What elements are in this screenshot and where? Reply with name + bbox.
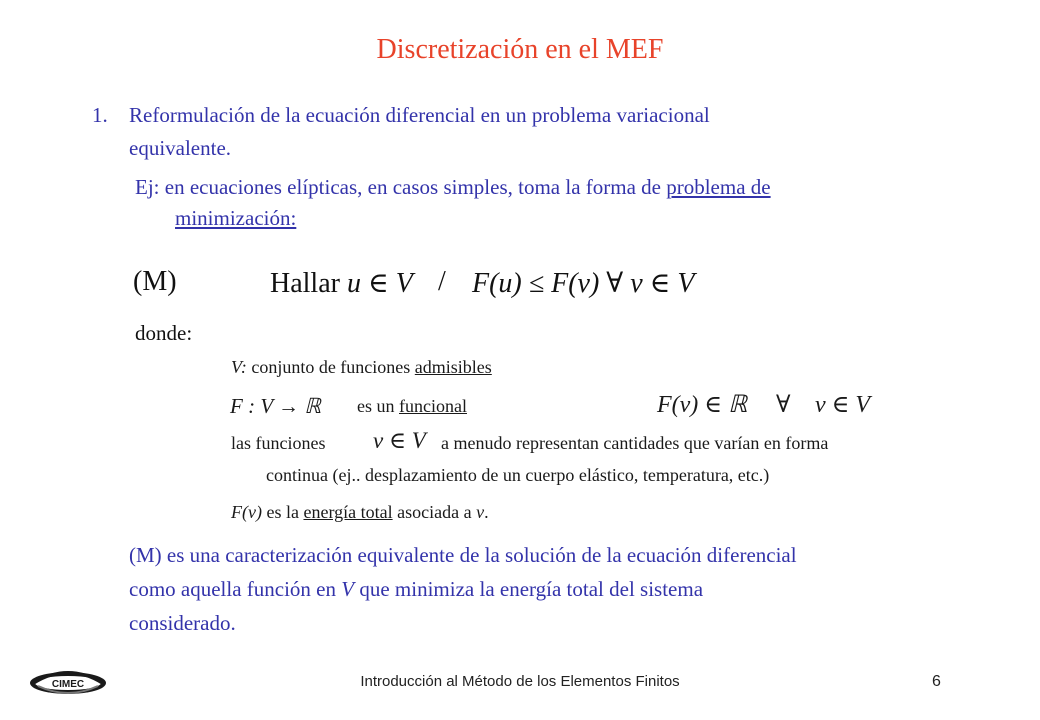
def-func-text2: continua (ej.. desplazamiento de un cuerpo elástico, temperatura, etc.): [266, 465, 770, 485]
def-energy: [231, 502, 489, 523]
def-energy-underlined: energía total: [303, 502, 393, 522]
def-v-underlined: admisibles: [414, 357, 492, 377]
conclusion-line1: (M) es una caracterización equivalente de la solución de la ecuación diferencial: [129, 543, 797, 567]
def-energy-text1: es la: [261, 502, 304, 522]
formula-u-in-v: u ∈ V: [346, 268, 413, 299]
formula-hallar-word: Hallar: [270, 268, 340, 299]
def-f-v-in-v-text: v ∈ V: [815, 392, 871, 418]
ej-line1: [135, 175, 771, 200]
formula-label: (M): [133, 266, 177, 297]
def-f-formula: [230, 394, 321, 419]
def-f-underlined: funcional: [399, 396, 467, 416]
def-f-right-formula-text: F(v) ∈ ℝ: [657, 392, 748, 418]
conclusion-line2-v: V: [341, 577, 355, 601]
item1-line1: Reformulación de la ecuación diferencial en un problema variacional: [129, 103, 710, 127]
formula-slash: /: [438, 266, 446, 297]
footer-page-number: 6: [932, 673, 941, 690]
conclusion-line3: considerado.: [129, 611, 236, 635]
def-energy-period: .: [484, 502, 489, 522]
footer-course-title: Introducción al Método de los Elementos Finitos: [360, 673, 680, 690]
ej-underlined-1: problema de: [666, 175, 771, 199]
def-v: [231, 357, 492, 378]
ej-line2: minimización:: [175, 206, 297, 230]
def-v-symbol: V:: [231, 357, 247, 377]
cimec-logo-text: CIMEC: [51, 679, 85, 690]
def-energy-symbol: F(v): [231, 502, 262, 522]
item1-line2: equivalente.: [129, 136, 232, 160]
def-f-right-formula: [657, 390, 747, 419]
def-f: [357, 396, 467, 417]
ej-prefix: Ej: en ecuaciones elípticas, en casos simples, toma la forma de: [135, 175, 667, 199]
conclusion-line2: [129, 577, 703, 602]
def-func-v-in-v-text: v ∈ V: [373, 428, 426, 453]
conclusion-line2-b: que minimiza la energía total del sistema: [354, 577, 704, 601]
def-f-forall: ∀: [776, 392, 791, 418]
def-func-text1: a menudo representan cantidades que varían en forma: [441, 433, 829, 453]
def-f-text: es un: [357, 396, 399, 416]
def-f-formula-text: F : V → ℝ: [230, 394, 321, 418]
def-func-prefix: las funciones: [231, 433, 326, 453]
formula-condition: [472, 266, 694, 300]
formula-condition-text: F(u) ≤ F(v) ∀ v ∈ V: [472, 268, 695, 299]
def-func-v-in-v: [373, 428, 426, 454]
donde-label: donde:: [135, 321, 193, 345]
slide-title: Discretización en el MEF: [376, 34, 664, 65]
def-f-v-in-v: [815, 390, 870, 419]
conclusion-line2-a: como aquella función en: [129, 577, 342, 601]
def-energy-v: v: [476, 502, 485, 522]
def-energy-text2: asociada a: [392, 502, 477, 522]
formula-hallar: [270, 266, 413, 300]
def-v-text: conjunto de funciones: [246, 357, 415, 377]
item1-number: 1.: [92, 103, 108, 127]
